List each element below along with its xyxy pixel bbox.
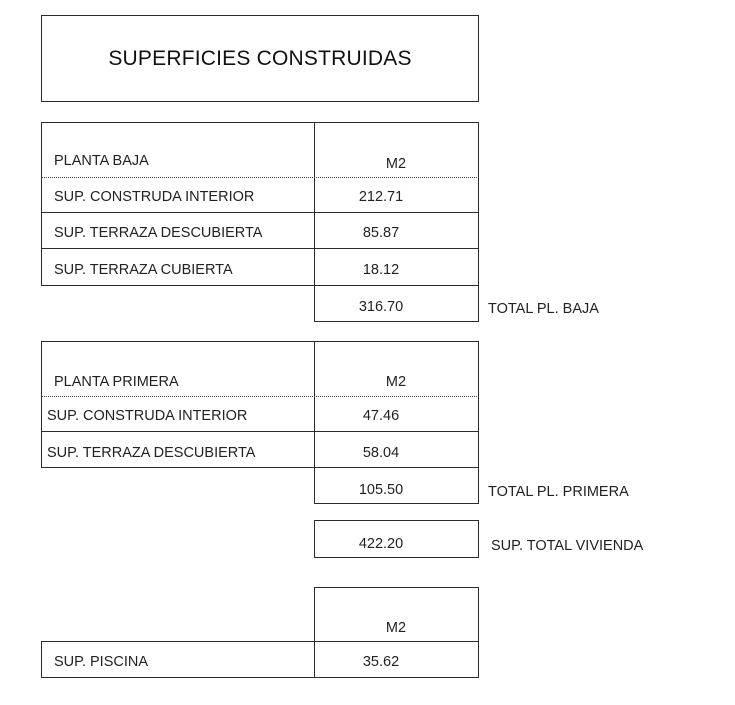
table-border bbox=[41, 122, 42, 286]
table-border bbox=[478, 122, 479, 322]
row-divider bbox=[41, 212, 479, 213]
row-divider bbox=[41, 641, 479, 642]
title-box bbox=[41, 15, 479, 102]
row-divider bbox=[41, 285, 479, 286]
table-border bbox=[41, 341, 479, 342]
row-label: SUP. TERRAZA DESCUBIERTA bbox=[47, 445, 256, 461]
total-label: TOTAL PL. PRIMERA bbox=[488, 484, 629, 500]
row-value: 18.12 bbox=[362, 262, 400, 278]
table-border bbox=[478, 341, 479, 504]
unit-header: M2 bbox=[385, 374, 407, 390]
row-divider bbox=[41, 177, 479, 178]
unit-header: M2 bbox=[385, 156, 407, 172]
table-border bbox=[41, 641, 42, 678]
total-value: 105.50 bbox=[358, 482, 404, 498]
row-value: 85.87 bbox=[362, 225, 400, 241]
row-divider bbox=[314, 321, 479, 322]
planta-primera-header: PLANTA PRIMERA bbox=[54, 374, 179, 390]
table-border bbox=[41, 341, 42, 467]
row-divider bbox=[41, 396, 479, 397]
table-border bbox=[41, 122, 479, 123]
row-label: SUP. TERRAZA DESCUBIERTA bbox=[54, 225, 263, 241]
table-border bbox=[314, 587, 479, 588]
row-value: 212.71 bbox=[358, 189, 404, 205]
row-divider bbox=[41, 677, 479, 678]
row-label: SUP. TERRAZA CUBIERTA bbox=[54, 262, 233, 278]
total-label: TOTAL PL. BAJA bbox=[488, 301, 599, 317]
total-value: 422.20 bbox=[358, 536, 404, 552]
row-divider bbox=[41, 431, 479, 432]
table-border bbox=[478, 587, 479, 678]
row-value: 47.46 bbox=[362, 408, 400, 424]
page-title: SUPERFICIES CONSTRUIDAS bbox=[108, 46, 412, 70]
row-value: 58.04 bbox=[362, 445, 400, 461]
total-label: SUP. TOTAL VIVIENDA bbox=[491, 538, 644, 554]
table-border bbox=[314, 122, 315, 322]
unit-header: M2 bbox=[385, 620, 407, 636]
row-divider bbox=[314, 503, 479, 504]
row-label: SUP. PISCINA bbox=[54, 654, 149, 670]
row-label: SUP. CONSTRUDA INTERIOR bbox=[54, 189, 255, 205]
row-label: SUP. CONSTRUDA INTERIOR bbox=[47, 408, 248, 424]
row-divider bbox=[41, 467, 479, 468]
total-value: 316.70 bbox=[358, 299, 404, 315]
planta-baja-header: PLANTA BAJA bbox=[54, 153, 149, 169]
row-value: 35.62 bbox=[362, 654, 400, 670]
row-divider bbox=[41, 248, 479, 249]
